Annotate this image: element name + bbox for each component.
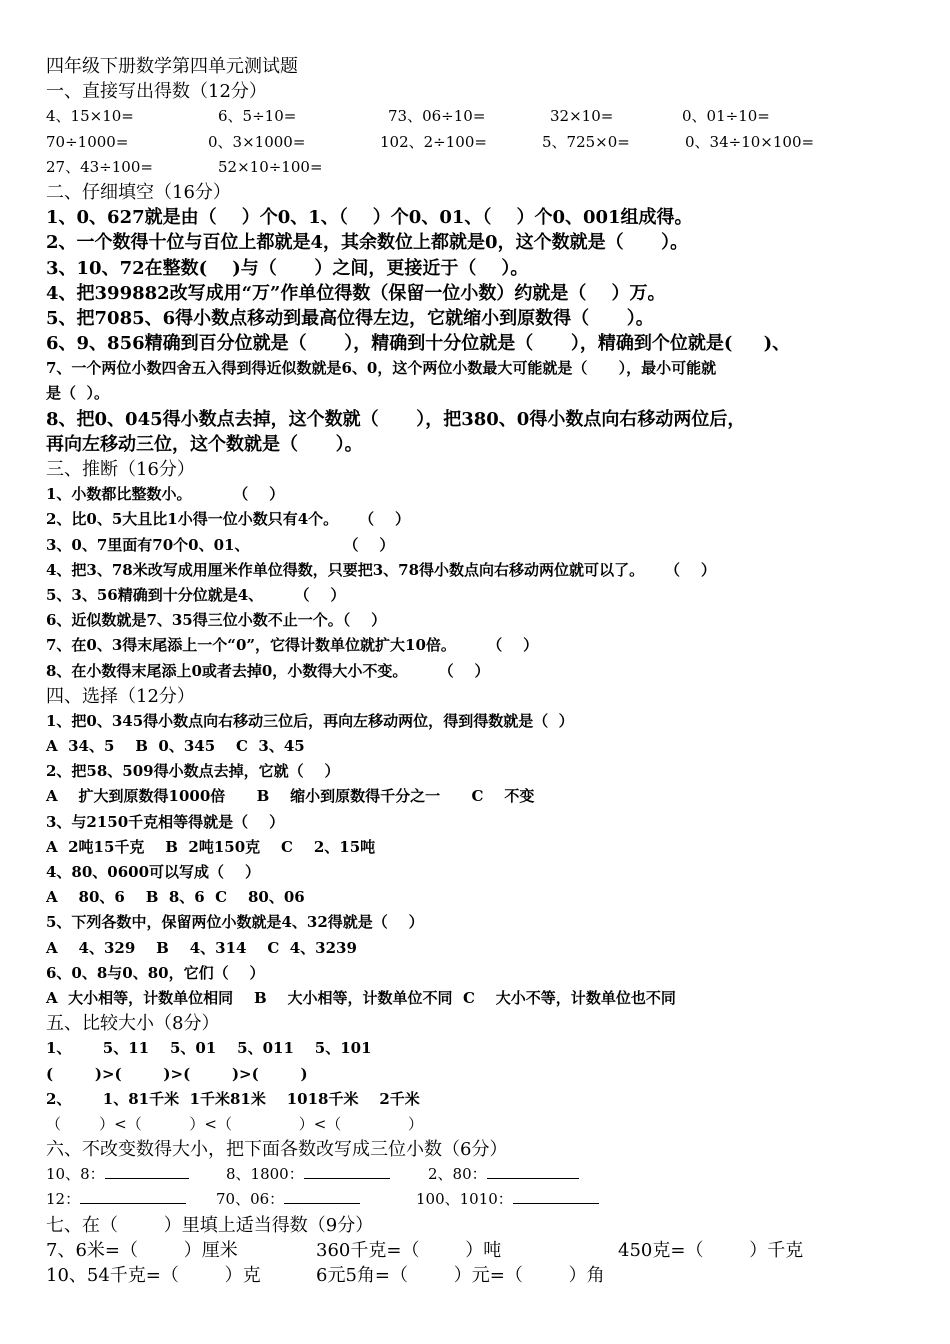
choice-q2: 2、把58、509得小数点去掉，它就（ ） bbox=[46, 762, 340, 781]
judge-item-7: 7、在0、3得末尾添上一个“0”，它得计数单位就扩大10倍。 （ ） bbox=[46, 636, 539, 655]
calc-item: 5、725×0= bbox=[542, 132, 630, 151]
fill-item-8: 8、把0、045得小数点去掉，这个数就（ ），把380、0得小数点向右移动两位后， bbox=[46, 408, 746, 430]
units-row-2 bbox=[46, 1263, 916, 1288]
fill-item-6: 6、9、856精确到百分位就是（ ），精确到十分位就是（ ），精确到个位就是( )、 bbox=[46, 333, 791, 355]
calc-item: 0、3×1000= bbox=[208, 132, 306, 151]
calc-row-3 bbox=[46, 155, 916, 180]
rewrite-item: 12： bbox=[46, 1187, 216, 1212]
compare-2-numbers: 2、 1、81千米 1千米81米 1018千米 2千米 bbox=[46, 1089, 420, 1108]
choice-q4: 4、80、0600可以写成（ ） bbox=[46, 863, 260, 881]
calc-item: 27、43÷100= bbox=[46, 157, 153, 176]
calc-item: 102、2÷100= bbox=[380, 132, 487, 151]
choice-q6-options: A 大小相等，计数单位相同 B 大小相等，计数单位不同 C 大小不等，计数单位也不同 bbox=[46, 988, 676, 1007]
judge-item-1: 1、小数都比整数小。 （ ） bbox=[46, 485, 285, 504]
units-item: 10、54千克=（ ）克 bbox=[46, 1265, 261, 1286]
section-1-heading: 一、直接写出得数（12分） bbox=[46, 81, 267, 103]
fill-item-3: 3、10、72在整数( )与（ ）之间，更接近于（ ）。 bbox=[46, 257, 529, 279]
section-2-heading: 二、仔细填空（16分） bbox=[46, 181, 231, 203]
section-5-heading: 五、比较大小（8分） bbox=[46, 1013, 220, 1035]
units-item: 450克=（ ）千克 bbox=[618, 1239, 804, 1261]
choice-q4-options: A 80、6 B 8、6 C 80、06 bbox=[46, 888, 305, 907]
choice-q5: 5、下列各数中，保留两位小数就是4、32得就是（ ） bbox=[46, 913, 424, 932]
choice-q5-options: A 4、329 B 4、314 C 4、3239 bbox=[46, 938, 357, 957]
choice-q6: 6、0、8与0、80，它们（ ） bbox=[46, 963, 265, 982]
section-4-heading: 四、选择（12分） bbox=[46, 685, 195, 707]
choice-q3-options: A 2吨15千克 B 2吨150克 C 2、15吨 bbox=[46, 837, 376, 856]
rewrite-item: 100、1010： bbox=[416, 1187, 599, 1212]
fill-item-1: 1、0、627就是由（ ）个0、1、（ ）个0、01、（ ）个0、001组成得。 bbox=[46, 207, 693, 229]
judge-item-5: 5、3、56精确到十分位就是4、 （ ） bbox=[46, 585, 346, 604]
units-row-1 bbox=[46, 1238, 916, 1263]
units-item: 6元5角=（ ）元=（ ）角 bbox=[316, 1265, 605, 1286]
judge-item-4: 4、把3、78米改写成用厘米作单位得数，只要把3、78得小数点向右移动两位就可以了。 （ ） bbox=[46, 560, 716, 579]
calc-item: 0、34÷10×100= bbox=[685, 132, 815, 151]
rewrite-item: 10、8： bbox=[46, 1162, 226, 1187]
calc-item: 73、06÷10= bbox=[388, 107, 486, 126]
choice-q1-options: A 34、5 B 0、345 C 3、45 bbox=[46, 737, 305, 756]
rewrite-row-2 bbox=[46, 1187, 916, 1212]
fill-item-5: 5、把7085、6得小数点移动到最高位得左边，它就缩小到原数得（ ）。 bbox=[46, 307, 654, 329]
worksheet bbox=[46, 54, 916, 1288]
fill-item-4: 4、把399882改写成用“万”作单位得数（保留一位小数）约就是（ ）万。 bbox=[46, 282, 666, 304]
compare-1-numbers: 1、 5、11 5、01 5、011 5、101 bbox=[46, 1039, 372, 1058]
choice-q1: 1、把0、345得小数点向右移动三位后，再向左移动两位，得到得数就是（ ） bbox=[46, 711, 574, 730]
calc-item: 32×10= bbox=[550, 107, 614, 126]
judge-item-6: 6、近似数就是7、35得三位小数不止一个。（ ） bbox=[46, 611, 387, 630]
fill-item-8-cont: 再向左移动三位，这个数就是（ ）。 bbox=[46, 433, 363, 455]
calc-row-1 bbox=[46, 104, 916, 129]
fill-item-7-cont: 是（ ）。 bbox=[46, 384, 109, 403]
section-3-heading: 三、推断（16分） bbox=[46, 459, 195, 480]
choice-q2-options: A 扩大到原数得1000倍 B 缩小到原数得千分之一 C 不变 bbox=[46, 787, 535, 806]
calc-item: 0、01÷10= bbox=[682, 107, 770, 126]
page-title: 四年级下册数学第四单元测试题 bbox=[46, 56, 298, 77]
compare-2-blanks: （ ）<（ ）<（ ）<（ ） bbox=[46, 1114, 424, 1133]
fill-item-7: 7、一个两位小数四舍五入得到得近似数就是6、0，这个两位小数最大可能就是（ ），最小可能就 bbox=[46, 359, 717, 378]
fill-item-2: 2、一个数得十位与百位上都就是4，其余数位上都就是0，这个数就是（ ）。 bbox=[46, 232, 689, 254]
judge-item-2: 2、比0、5大且比1小得一位小数只有4个。 （ ） bbox=[46, 510, 410, 529]
units-item: 360千克=（ ）吨 bbox=[316, 1239, 502, 1261]
calc-item: 4、15×10= bbox=[46, 107, 134, 126]
rewrite-row-1 bbox=[46, 1162, 916, 1187]
rewrite-item: 70、06： bbox=[216, 1187, 416, 1212]
calc-item: 52×10÷100= bbox=[218, 157, 323, 176]
calc-row-2 bbox=[46, 130, 916, 155]
units-item: 7、6米=（ ）厘米 bbox=[46, 1239, 238, 1261]
section-7-heading: 七、在（ ）里填上适当得数（9分） bbox=[46, 1214, 374, 1236]
section-6-heading: 六、不改变数得大小，把下面各数改写成三位小数（6分） bbox=[46, 1139, 508, 1161]
judge-item-8: 8、在小数得末尾添上0或者去掉0，小数得大小不变。 （ ） bbox=[46, 661, 490, 680]
calc-item: 70÷1000= bbox=[46, 132, 129, 151]
judge-item-3: 3、0、7里面有70个0、01、 （ ） bbox=[46, 535, 395, 554]
rewrite-item: 8、1800： bbox=[226, 1162, 428, 1187]
calc-item: 6、5÷10= bbox=[218, 107, 297, 126]
compare-1-blanks: ( )>( )>( )>( ) bbox=[46, 1064, 308, 1083]
choice-q3: 3、与2150千克相等得就是（ ） bbox=[46, 812, 285, 831]
rewrite-item: 2、80： bbox=[428, 1162, 579, 1187]
